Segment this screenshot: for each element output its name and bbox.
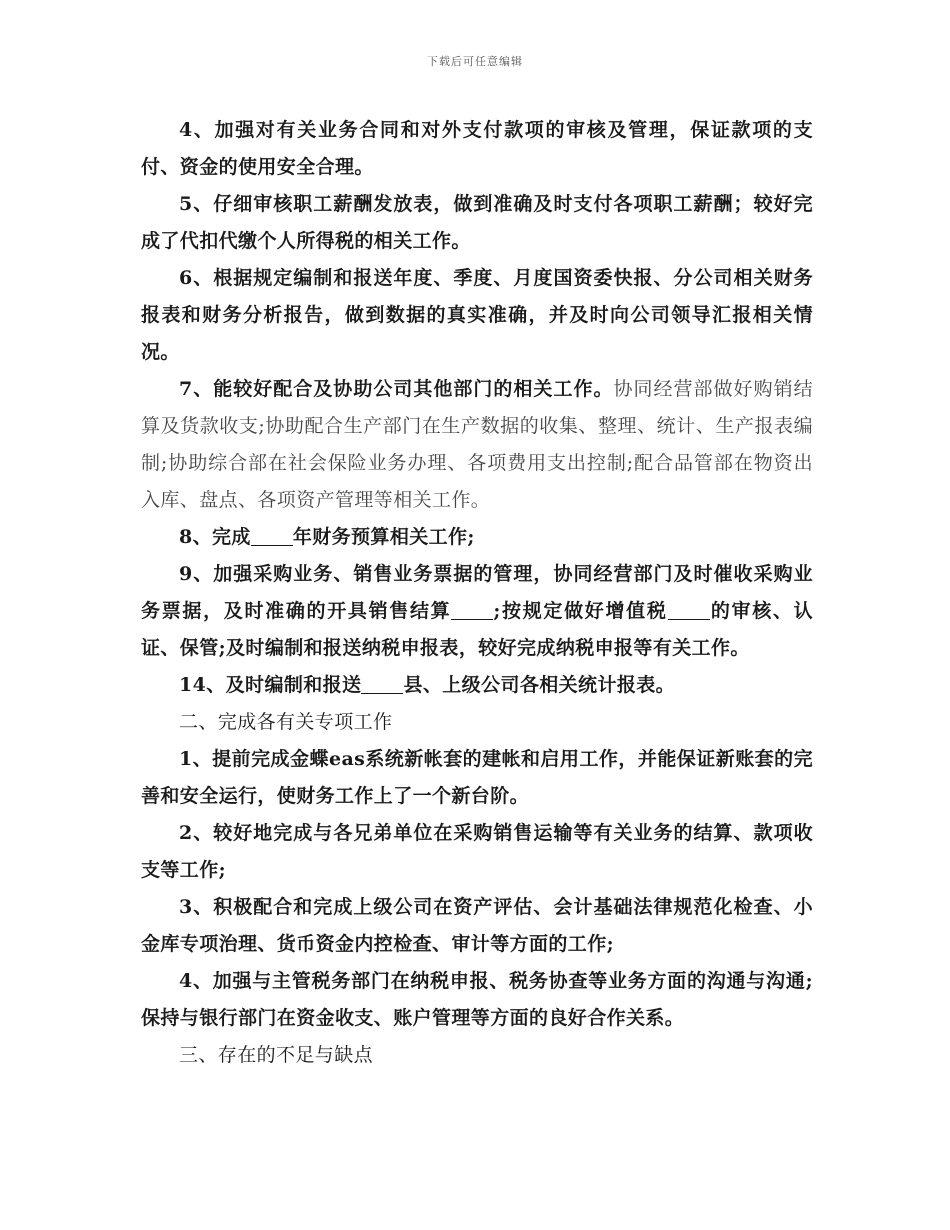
paragraph-9-part-a: 9、加强采购业务、销售业务票据的管理，协同经营部门及时催收采购业务票据，及时准确的开具销售结算 <box>141 563 813 622</box>
paragraph-7-detail: 协同经营部做好购销结算及货款收支;协助配合生产部门在生产数据的收集、整理、统计、生产报表编制;协助综合部在社会保险业务办理、各项费用支出控制;配合品管部在物资出入库、盘点、各项资产管理等相关工作。 <box>141 378 813 511</box>
fill-blank <box>668 600 710 620</box>
paragraph-7-lead: 7、能较好配合及协助公司其他部门的相关工作。 <box>179 378 614 400</box>
paragraph-4-tax-bank: 4、加强与主管税务部门在纳税申报、税务协查等业务方面的沟通与沟通;保持与银行部门在资金收支、账户管理等方面的良好合作关系。 <box>141 970 813 1029</box>
paragraph-14-statistics <box>141 667 813 704</box>
paragraph-5-salary: 5、仔细审核职工薪酬发放表，做到准确及时支付各项职工薪酬；较好完成了代扣代缴个人所得税的相关工作。 <box>141 193 813 252</box>
document-body <box>141 112 813 1074</box>
paragraph-9-invoices <box>141 556 813 667</box>
paragraph-9-part-c: 的审核、认证、保管;及时编制和报送纳税申报表，较好完成纳税申报等有关工作。 <box>141 600 813 659</box>
fill-blank <box>251 526 293 546</box>
page-header: 下载后可任意编辑 <box>427 55 523 68</box>
section-heading-shortcomings: 三、存在的不足与缺点 <box>179 1044 374 1066</box>
fill-blank <box>361 674 403 694</box>
paragraph-14-part-a: 14、及时编制和报送 <box>179 674 362 696</box>
paragraph-8-part-a: 8、完成 <box>179 526 251 548</box>
section-heading-special-work: 二、完成各有关专项工作 <box>179 711 393 733</box>
paragraph-2-settlement: 2、较好地完成与各兄弟单位在采购销售运输等有关业务的结算、款项收支等工作; <box>141 822 813 881</box>
paragraph-8-part-b: 年财务预算相关工作; <box>292 526 475 548</box>
paragraph-14-part-b: 县、上级公司各相关统计报表。 <box>403 674 676 696</box>
paragraph-1-eas-system: 1、提前完成金蝶eas系统新帐套的建帐和启用工作，并能保证新账套的完善和安全运行，使财务工作上了一个新台阶。 <box>141 748 813 807</box>
paragraph-6-reports: 6、根据规定编制和报送年度、季度、月度国资委快报、分公司相关财务报表和财务分析报告，做到数据的真实准确，并及时向公司领导汇报相关情况。 <box>141 267 813 363</box>
paragraph-7-cooperation <box>141 371 813 519</box>
fill-blank <box>451 600 493 620</box>
paragraph-3-audit: 3、积极配合和完成上级公司在资产评估、会计基础法律规范化检查、小金库专项治理、货币资金内控检查、审计等方面的工作; <box>141 896 813 955</box>
paragraph-9-part-b: ;按规定做好增值税 <box>493 600 668 622</box>
paragraph-4-contracts: 4、加强对有关业务合同和对外支付款项的审核及管理，保证款项的支付、资金的使用安全合理。 <box>141 119 813 178</box>
paragraph-8-budget <box>141 519 813 556</box>
